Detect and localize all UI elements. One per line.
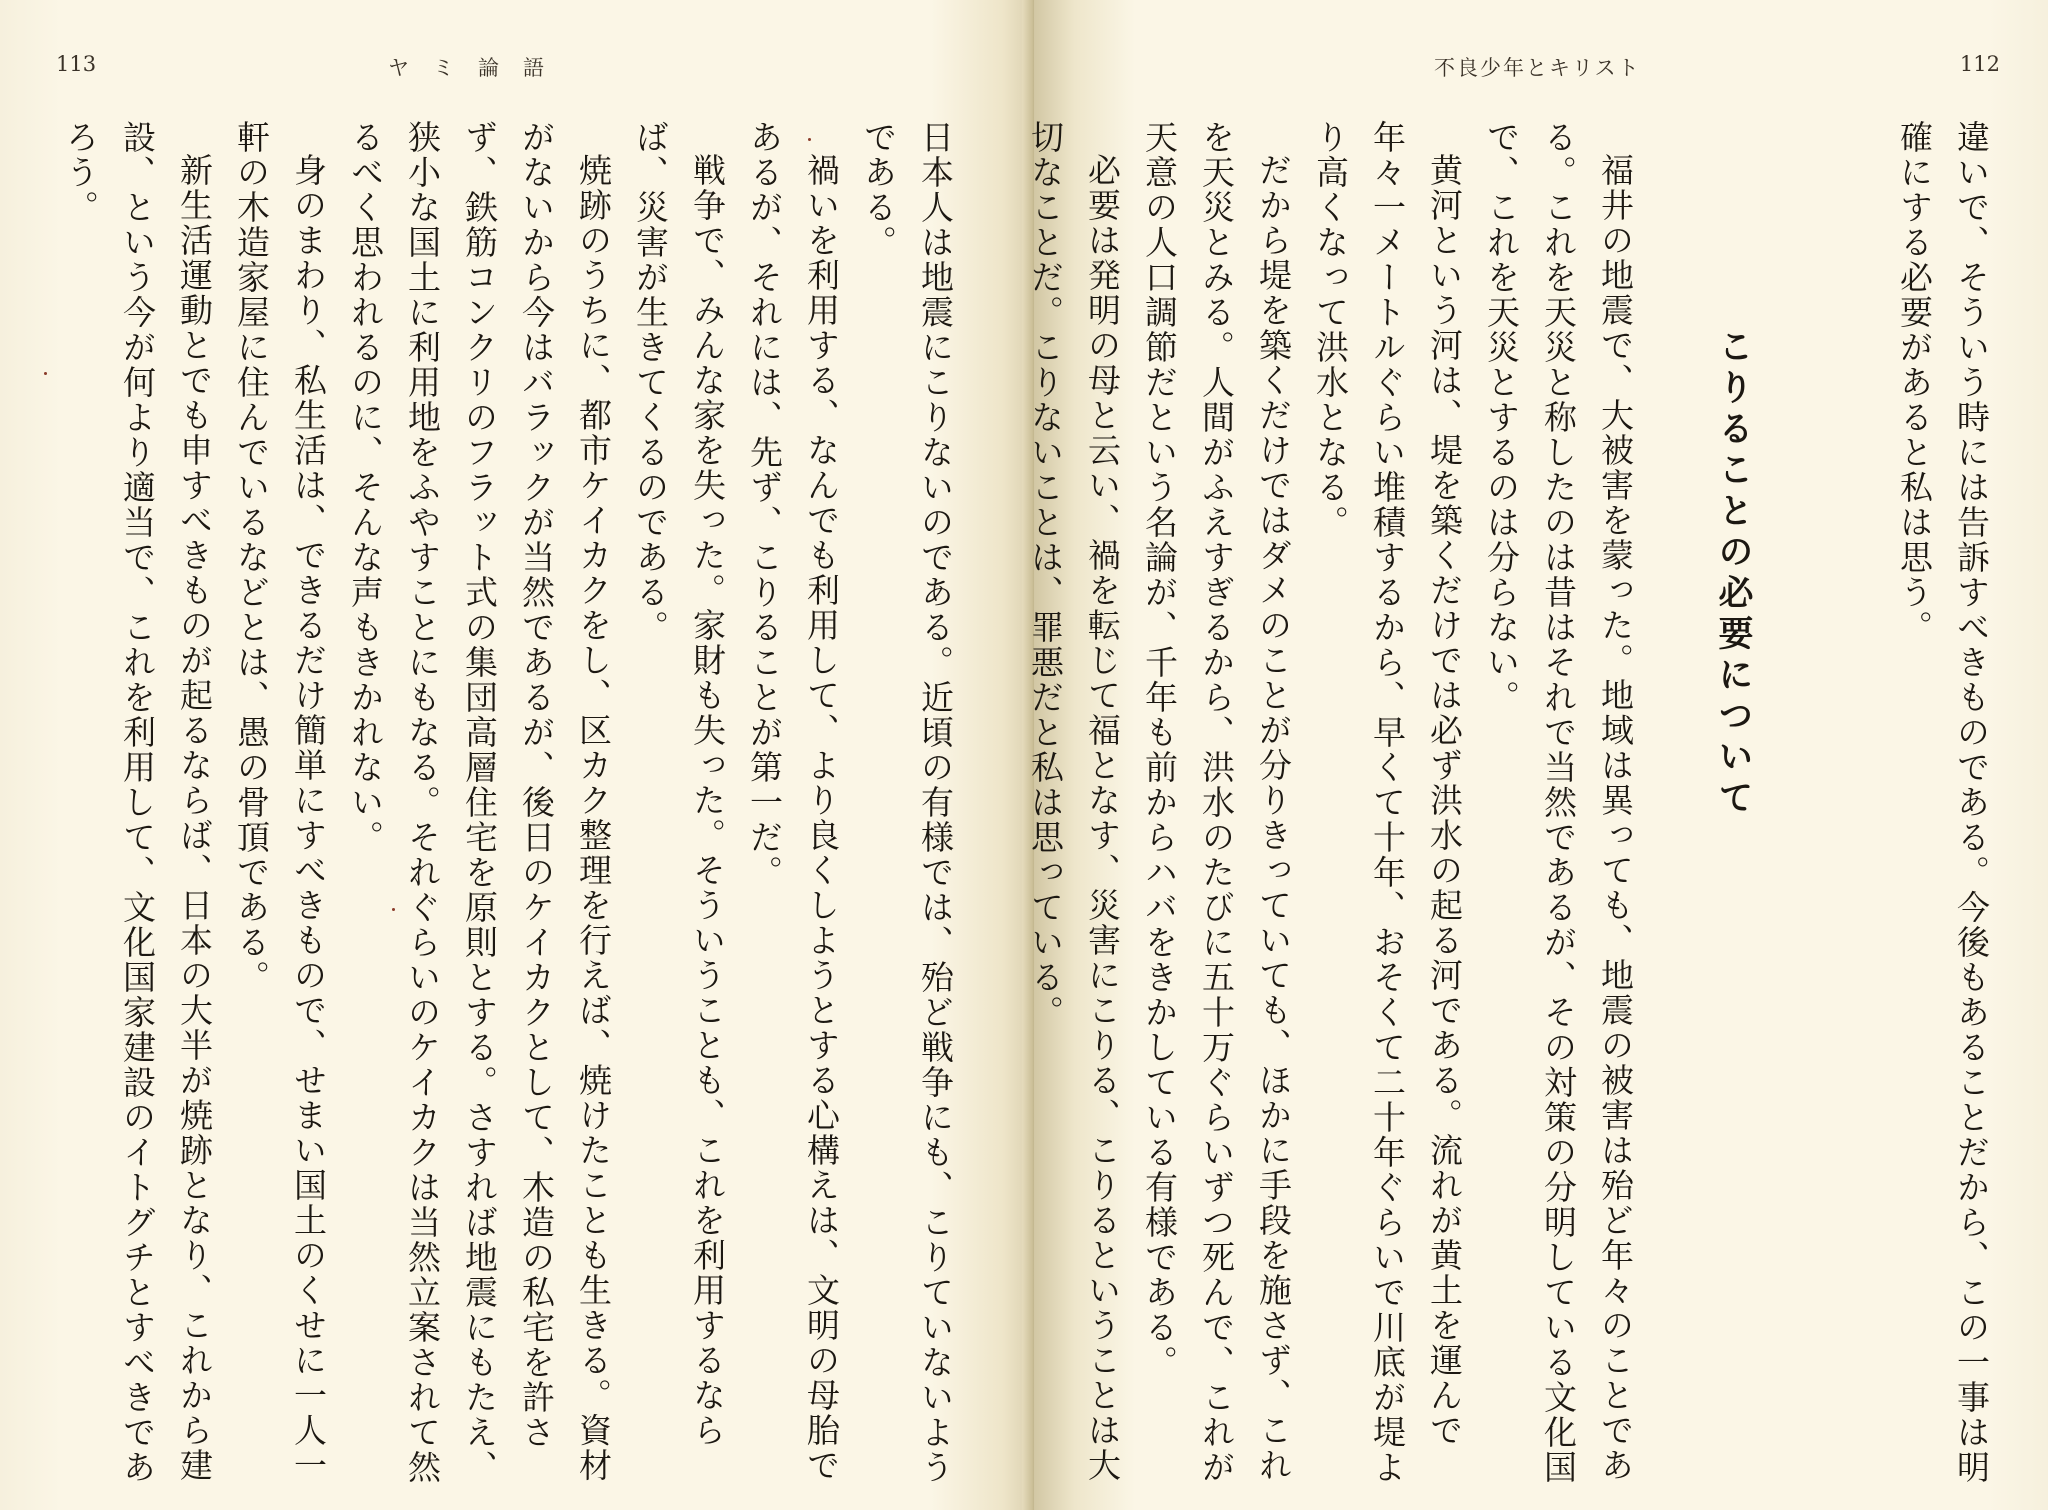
running-title: ヤミ論語 [388, 56, 568, 80]
paragraph: だから堤を築くだけではダメのことが分りきっていても、ほかに手段を施さず、これを天災とみる。人間がふえすぎるから、洪水のたびに五十万ぐらいずつ死んで、これが天意の人口調節だという名論が、千年も前からハバをきかしている有様である。 [1140, 120, 1293, 1485]
body-text [52, 120, 964, 1490]
paragraph: 新生活運動とでも申すべきものが起るならば、日本の大半が焼跡となり、これから建設、という今が何より適当で、これを利用して、文化国家建設のイトグチとすべきであろう。 [61, 120, 214, 1485]
paragraph: 日本人は地震にこりないのである。近頃の有様では、殆ど戦争にも、こりていないようである。 [859, 120, 955, 1485]
carryover-text [1888, 120, 2000, 1490]
page-number: 113 [56, 52, 97, 76]
paragraph: 違いで、そういう時には告訴すべきものである。今後もあることだから、この一事は明確にする必要があると私は思う。 [1895, 120, 1991, 1485]
body-text [1017, 120, 1644, 1490]
paragraph: 福井の地震で、大被害を蒙った。地域は異っても、地震の被害は殆ど年々のことである。これを天災と称したのは昔はそれで当然であるが、その対策の分明している文化国で、これを天災とするのは分らない。 [1482, 120, 1635, 1485]
page-number: 112 [1959, 52, 2000, 76]
paragraph: 身のまわり、私生活は、できるだけ簡単にすべきもので、せまい国土のくせに一人一軒の木造家屋に住んでいるなどとは、愚の骨頂である。 [232, 120, 328, 1483]
paragraph: 戦争で、みんな家を失った。家財も失った。そういうことも、これを利用するならば、災害が生きてくるのである。 [631, 120, 727, 1448]
chapter-title: こりることの必要について [1713, 328, 1754, 820]
paragraph: 黄河という河は、堤を築くだけでは必ず洪水の起る河である。流れが黄土を運んで年々一メートルぐらい堆積するから、早くて十年、おそくて二十年ぐらいで川底が堤より高くなって洪水となる。 [1311, 120, 1464, 1485]
paper-speck [808, 138, 811, 141]
paragraph: 必要は発明の母と云い、禍を転じて福となす、災害にこりる、こりるということは大切なことだ。こりないことは、罪悪だと私は思っている。 [1026, 120, 1122, 1483]
paragraph: 焼跡のうちに、都市ケイカクをし、区カク整理を行えば、焼けたことも生きる。資材がないから今はバラックが当然であるが、後日のケイカクとして、木造の私宅を許さず、鉄筋コンクリのフラット式の集団高層住宅を原則とする。さすれば地震にもたえ、狭小な国土に利用地をふやすことにもなる。それぐらいのケイカクは当然立案されて然るべく思われるのに、そんな声もきかれない。 [346, 120, 613, 1485]
running-title: 不良少年とキリスト [1434, 56, 1641, 80]
paper-speck [44, 372, 47, 375]
paper-speck [392, 908, 395, 911]
right-page [1026, 0, 2048, 1510]
paragraph: 禍いを利用する、なんでも利用して、より良くしようとする心構えは、文明の母胎であるが、それには、先ず、こりることが第一だ。 [745, 120, 841, 1483]
